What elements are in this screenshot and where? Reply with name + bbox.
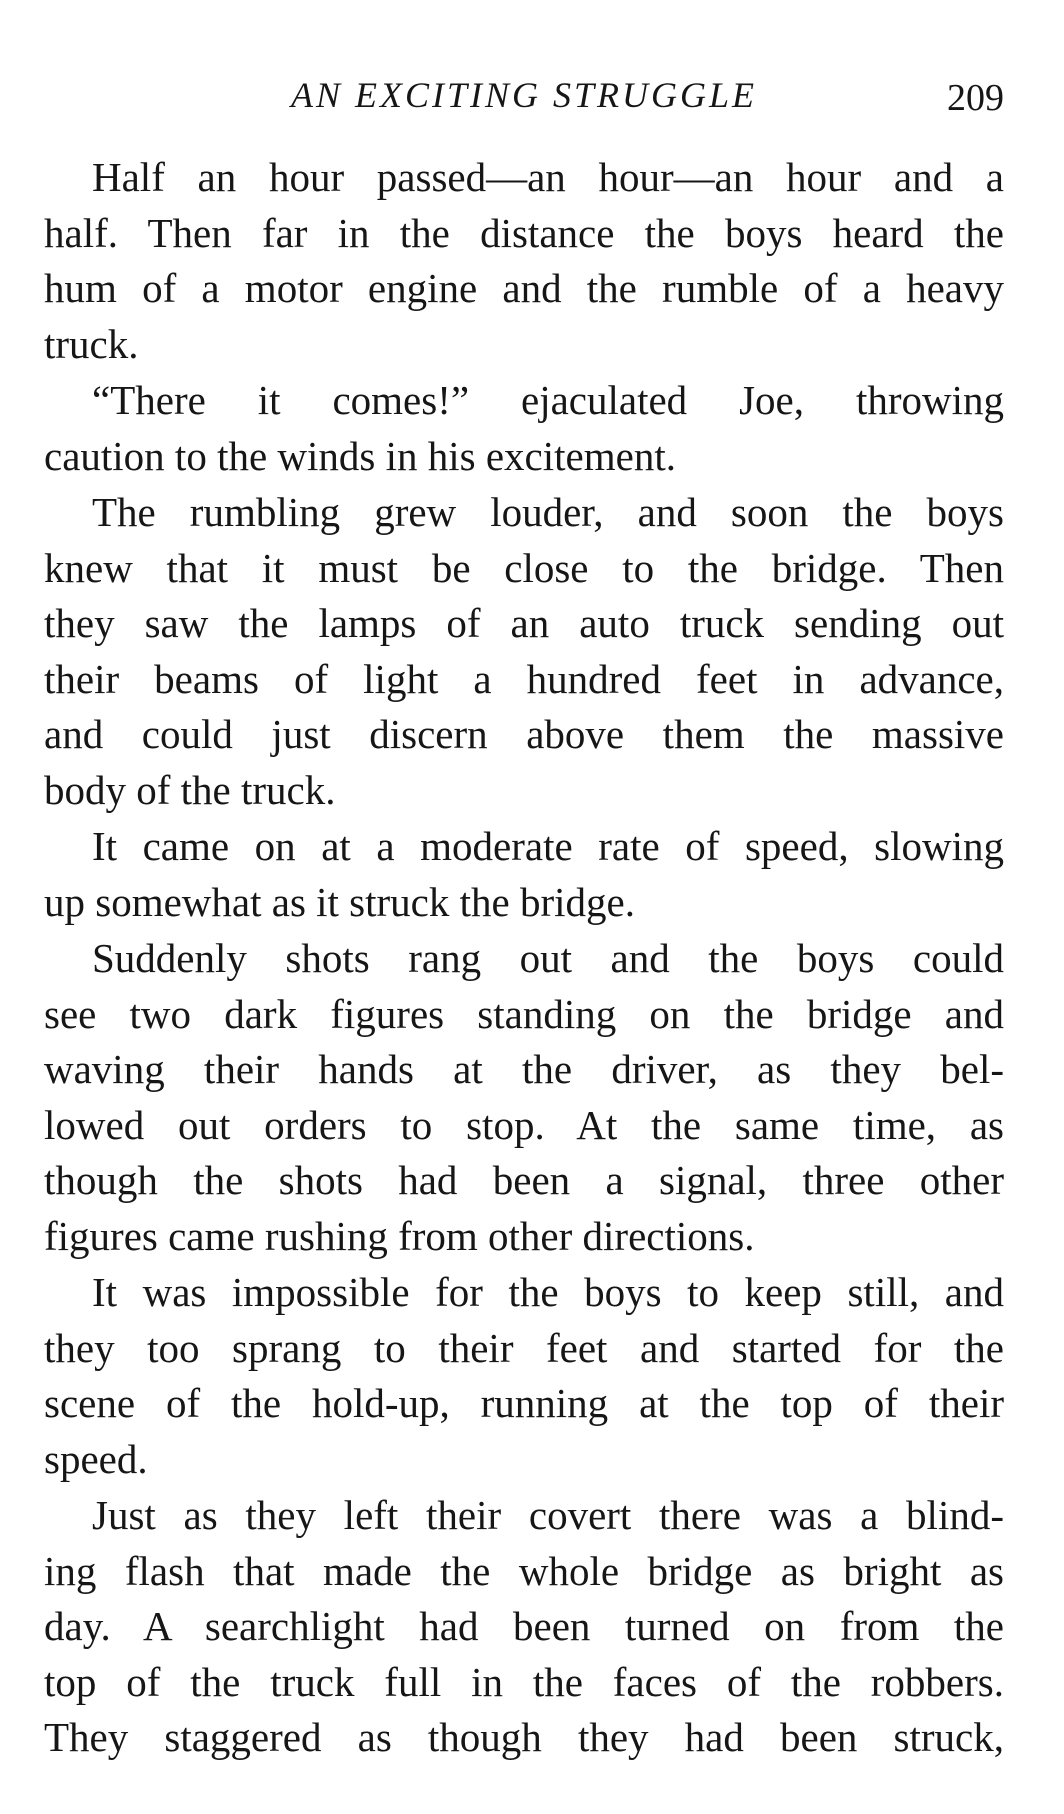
text-line: half. Then far in the distance the boys heard the [44, 209, 1004, 256]
text-line: body of the truck. [44, 766, 336, 813]
running-header [44, 62, 1004, 122]
text-line: knew that it must be close to the bridge. Then [44, 544, 1004, 591]
paragraph [44, 373, 1004, 484]
text-line: hum of a motor engine and the rumble of a heavy [44, 265, 1004, 311]
text-line: and could just discern above them the massive [44, 711, 1004, 757]
paragraph [44, 931, 1004, 1264]
text-line: lowed out orders to stop. At the same time, as [44, 1101, 1004, 1148]
text-line: truck. [44, 320, 139, 367]
text-line: caution to the winds in his excitement. [44, 432, 676, 479]
text-line: they too sprang to their feet and started for the [44, 1324, 1004, 1371]
text-line: Suddenly shots rang out and the boys could [92, 935, 1004, 981]
text-line: It came on at a moderate rate of speed, slowing [92, 823, 1004, 869]
paragraph [44, 1265, 1004, 1487]
text-line: up somewhat as it struck the bridge. [44, 878, 635, 925]
text-line: speed. [44, 1435, 148, 1482]
text-line: waving their hands at the driver, as they bel- [44, 1046, 1004, 1092]
text-line: Just as they left their covert there was a blind- [92, 1492, 1004, 1538]
text-line: They staggered as though they had been struck, [44, 1714, 1004, 1760]
text-line: It was impossible for the boys to keep still, and [92, 1269, 1004, 1315]
text-line: figures came rushing from other directions. [44, 1212, 755, 1259]
paragraph [44, 819, 1004, 930]
text-line: day. A searchlight had been turned on from the [44, 1603, 1004, 1649]
text-line: they saw the lamps of an auto truck sending out [44, 600, 1004, 646]
paragraph [44, 485, 1004, 818]
body-text [44, 150, 1004, 1766]
paragraph [44, 1488, 1004, 1766]
paragraph [44, 150, 1004, 372]
running-title: AN EXCITING STRUGGLE [290, 75, 758, 115]
text-line: scene of the hold-up, running at the top of their [44, 1380, 1004, 1426]
text-line: The rumbling grew louder, and soon the boys [92, 489, 1004, 535]
text-line: “There it comes!” ejaculated Joe, throwing [92, 377, 1004, 423]
text-line: see two dark figures standing on the bridge and [44, 990, 1004, 1037]
text-line: Half an hour passed—an hour—an hour and a [92, 154, 1004, 200]
text-line: ing flash that made the whole bridge as bright as [44, 1547, 1004, 1594]
text-line: top of the truck full in the faces of the robbers. [44, 1658, 1004, 1705]
text-line: their beams of light a hundred feet in advance, [44, 655, 1004, 702]
page-number: 209 [947, 77, 1004, 119]
text-line: though the shots had been a signal, three other [44, 1157, 1004, 1203]
